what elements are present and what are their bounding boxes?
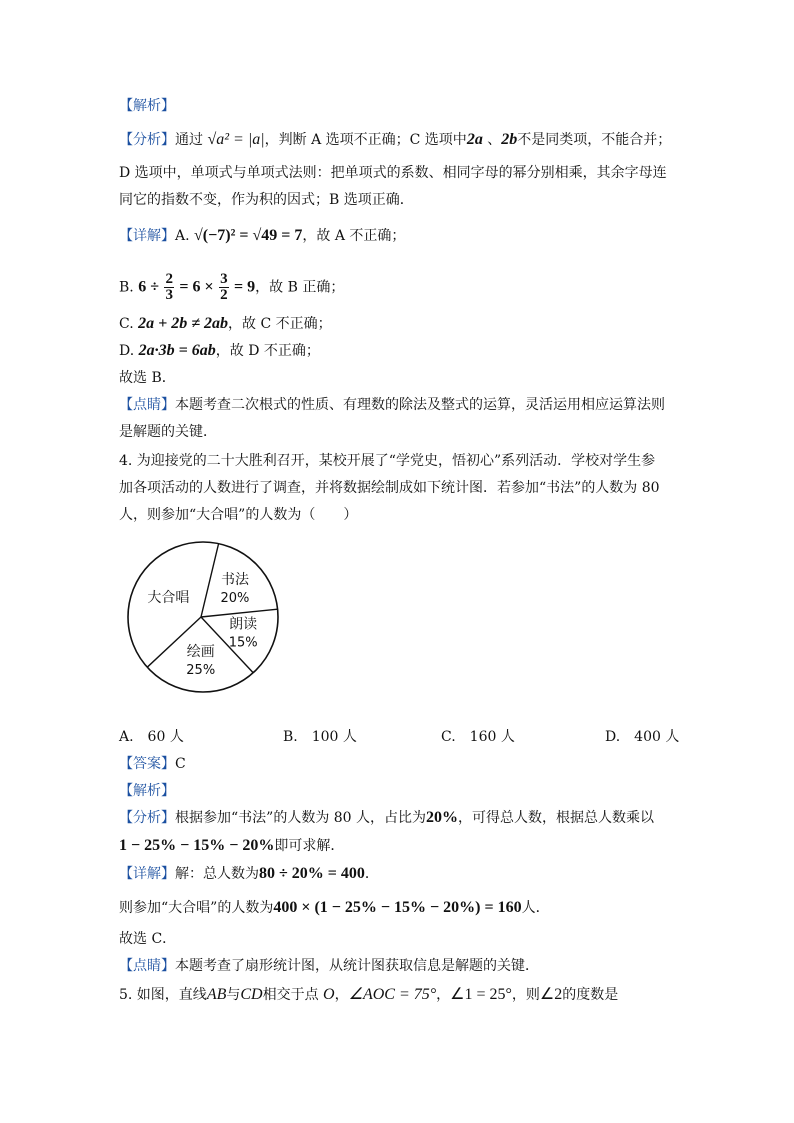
- option-label: A.: [175, 228, 190, 244]
- q5-text: 5. 如图，直线: [119, 987, 207, 1003]
- formula-b-part: = 6 ×: [179, 278, 214, 296]
- verdict-text: ，故 B 正确；: [255, 279, 345, 296]
- dianjing-line-1: [119, 395, 665, 415]
- term-2b: 2b: [501, 131, 518, 148]
- q5-text: ，: [334, 987, 349, 1003]
- fenxi-text: ，可得总人数，根据总人数乘以: [458, 810, 655, 826]
- verdict-text: ，故 D 不正确；: [215, 343, 320, 359]
- fenxi-line-2: D 选项中，单项式与单项式法则：把单项式的系数、相同字母的幂分别相乘，其余字母连: [119, 165, 667, 181]
- chorus-formula: 400 × (1 − 25% − 15% − 20%) = 160: [273, 899, 522, 916]
- pie-slice-name: 绘画: [186, 643, 215, 660]
- fenxi-tag: 【分析】: [119, 810, 175, 826]
- q4-fenxi-line-1: [119, 808, 654, 828]
- q5-text: 与: [226, 987, 241, 1003]
- formula-b-part: 6 ÷: [138, 278, 159, 296]
- fenxi-text: ，判断 A 选项不正确；C 选项中: [264, 132, 467, 148]
- period: ．: [364, 866, 379, 882]
- fenxi-text: 不是同类项，不能合并；: [517, 132, 672, 148]
- answer-line: [119, 754, 186, 774]
- pie-slice-name: 书法: [220, 572, 249, 589]
- option-label: C.: [119, 316, 134, 332]
- fraction-3-2: $\frac{3}{2}$: [220, 271, 228, 303]
- fenxi-text: 根据参加“书法”的人数为 80 人，占比为: [175, 810, 427, 826]
- answer-value: C: [175, 756, 186, 772]
- fenxi-text: 通过: [175, 132, 203, 148]
- line-cd: CD: [240, 986, 263, 1003]
- fraction-2-3: $\frac{2}{3}$: [165, 271, 173, 303]
- q4-line-3: 人，则参加“大合唱”的人数为（ ）: [119, 507, 358, 523]
- xiangjie-a: [119, 226, 405, 246]
- q5-text: ，则: [511, 987, 540, 1003]
- q5-text: ，: [436, 987, 451, 1003]
- dianjing-tag: 【点睛】: [119, 958, 175, 974]
- formula-b-part: = 9: [234, 278, 256, 296]
- dianjing-text: 本题考查了扇形统计图，从统计图获取信息是解题的关键．: [175, 958, 539, 974]
- option-label: D.: [119, 343, 135, 359]
- dianjing-text: 本题考查二次根式的性质、有理数的除法及整式的运算，灵活运用相应运算法则: [175, 397, 665, 413]
- pie-chart: [123, 537, 283, 697]
- fenxi-text: 即可求解．: [274, 838, 345, 854]
- ze-text: 人．: [521, 900, 550, 916]
- formula-d: 2a·3b = 6ab: [138, 342, 216, 359]
- q4-line-1: 4. 为迎接党的二十大胜利召开，某校开展了“学党史，悟初心”系列活动．学校对学生参: [119, 453, 656, 469]
- angle-aoc: ∠AOC = 75°: [348, 986, 437, 1003]
- q4-jiexi-heading: 【解析】: [119, 783, 175, 799]
- xiangjie-tag: 【详解】: [119, 228, 175, 244]
- fenxi-line-1: [119, 130, 671, 150]
- separator: 、: [487, 132, 502, 148]
- verdict-text: ，故 C 不正确；: [228, 316, 332, 332]
- q5-text: 相交于点: [262, 987, 319, 1003]
- q4-fenxi-line-2: [119, 836, 344, 856]
- q4-guxuan: 故选 C．: [119, 931, 177, 947]
- jiexi-heading: 【解析】: [119, 98, 175, 114]
- xiangjie-b: [119, 272, 344, 303]
- q5-text: 的度数是: [562, 987, 619, 1003]
- option-d: D. 400 人: [605, 729, 680, 745]
- pie-slice-percent: 15%: [228, 635, 258, 651]
- formula-a: √(−7)² = √49 = 7: [194, 227, 303, 244]
- ze-text: 则参加“大合唱”的人数为: [119, 900, 274, 916]
- option-b: B. 100 人: [283, 729, 357, 745]
- q4-xiangjie-line: [119, 864, 379, 884]
- fenxi-line-3: 同它的指数不变，作为积的因式；B 选项正确．: [119, 192, 414, 208]
- pie-slice-name: 朗读: [229, 616, 258, 633]
- angle-1: ∠1 = 25°: [450, 986, 512, 1003]
- answer-tag: 【答案】: [119, 756, 175, 772]
- xiangjie-c: [119, 314, 332, 334]
- pie-slice-percent: 25%: [186, 662, 216, 678]
- guxuan-b: 故选 B．: [119, 370, 176, 386]
- q4-line-2: 加各项活动的人数进行了调查，并将数据绘制成如下统计图．若参加“书法”的人数为 80: [119, 480, 660, 496]
- remainder-formula: 1 − 25% − 15% − 20%: [119, 837, 275, 854]
- angle-2: ∠2: [539, 986, 563, 1003]
- abs-formula: √a² = |a|: [207, 131, 265, 148]
- term-2a: 2a: [466, 131, 483, 148]
- dianjing-tag: 【点睛】: [119, 397, 175, 413]
- option-c: C. 160 人: [441, 729, 515, 745]
- verdict-text: ，故 A 不正确；: [302, 228, 406, 244]
- pie-slice-percent: 20%: [220, 591, 250, 607]
- xiangjie-tag: 【详解】: [119, 866, 175, 882]
- pct-20: 20%: [426, 809, 459, 826]
- formula-c: 2a + 2b ≠ 2ab: [138, 315, 229, 332]
- point-o: O: [323, 986, 335, 1003]
- dianjing-line-2: 是解题的关键．: [119, 424, 217, 440]
- pie-slice-name: 大合唱: [147, 590, 190, 606]
- total-formula: 80 ÷ 20% = 400: [259, 865, 365, 882]
- option-a: A. 60 人: [119, 729, 184, 745]
- q4-dianjing: [119, 956, 539, 976]
- xiangjie-text: 解：总人数为: [175, 866, 259, 882]
- xiangjie-d: [119, 341, 320, 361]
- q5-line: [119, 985, 618, 1005]
- option-label: B.: [119, 279, 134, 296]
- line-ab: AB: [206, 986, 227, 1003]
- fenxi-tag: 【分析】: [119, 132, 175, 148]
- q4-ze-line: [119, 898, 550, 918]
